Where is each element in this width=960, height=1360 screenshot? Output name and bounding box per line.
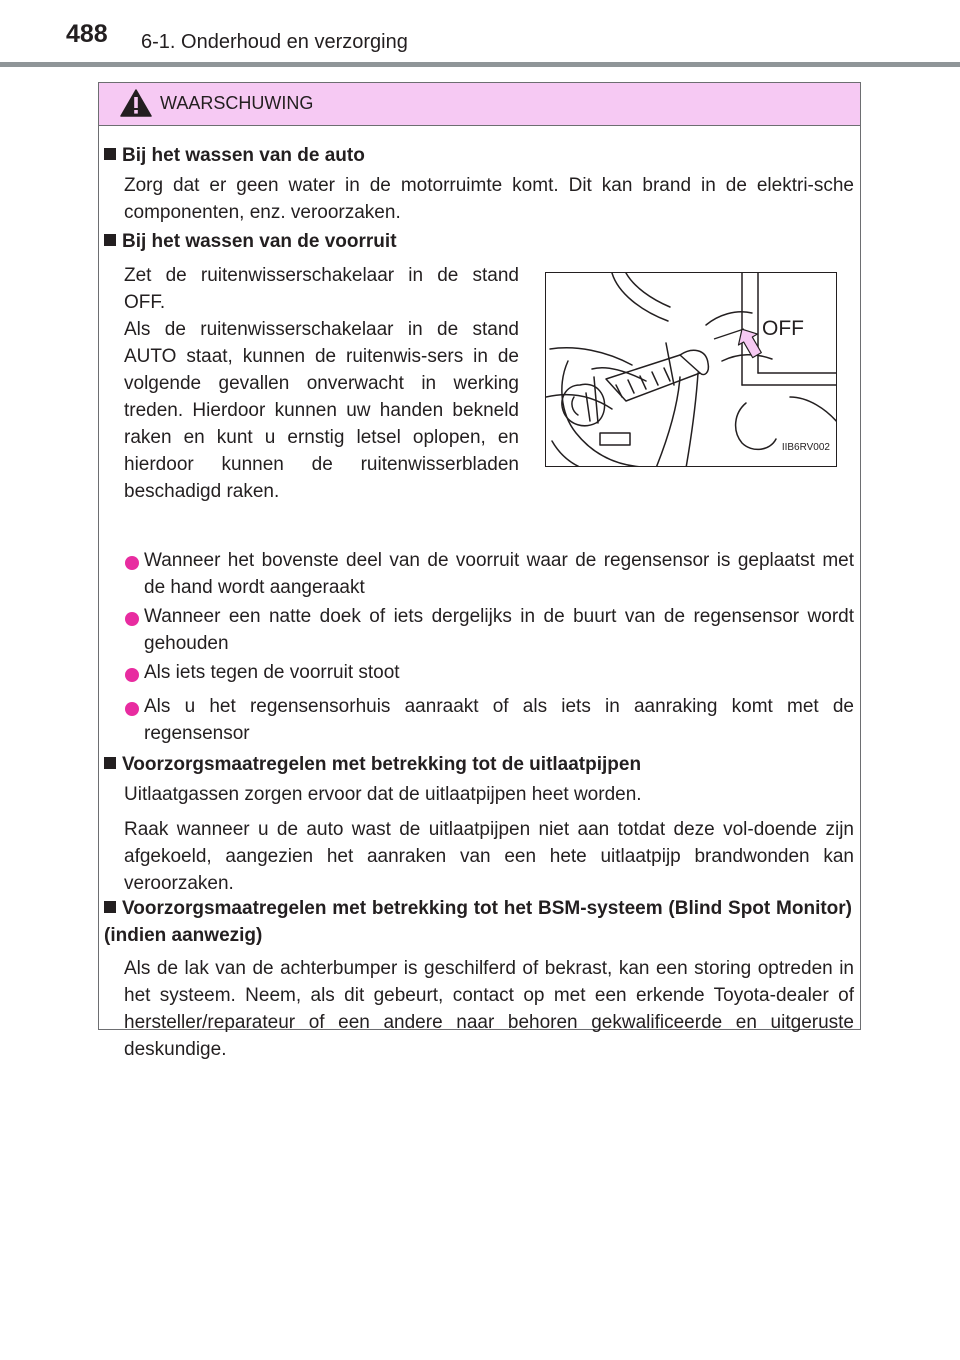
bullet-dot-icon [125,702,139,716]
bullet-dot-icon [125,556,139,570]
section-text: Raak wanneer u de auto wast de uitlaatpijpen niet aan totdat deze vol-doende zijn afgekoeld, aangezien het aanraken van een hete uitlaatpijp brandwonden kan veroorzaken. [124,819,854,894]
figure-label-off: OFF [762,317,804,340]
bullet-text: Wanneer een natte doek of iets dergelijks in de buurt van de regensensor wordt gehouden [144,606,854,654]
section-text: Zet de ruitenwisserschakelaar in de stand OFF. [124,265,519,313]
bullet-dot-icon [125,668,139,682]
square-bullet-icon [104,148,116,160]
square-bullet-icon [104,901,116,913]
warning-title: WAARSCHUWING [160,93,314,113]
section-heading: Bij het wassen van de voorruit [104,228,397,255]
wiper-switch-figure [545,272,837,467]
section-text: Uitlaatgassen zorgen ervoor dat de uitlaatpijpen heet worden. [124,784,642,805]
section-text: Als de lak van de achterbumper is geschilferd of bekrast, kan een storing optreden in het systeem. Neem, als dit gebeurt, contact op met een erkende Toyota-dealer of hersteller/reparateur of een andere naar behoren gekwalificeerde en uitgeruste deskundige. [124,958,854,1060]
warning-box [98,82,861,1060]
warning-header [99,83,860,126]
bullet-text: Wanneer het bovenste deel van de voorruit waar de regensensor is geplaatst met de hand wordt aangeraakt [144,550,854,598]
section-title: 6-1. Onderhoud en verzorging [141,31,408,53]
square-bullet-icon [104,757,116,769]
section-text: Als de ruitenwisserschakelaar in de stand AUTO staat, kunnen de ruitenwis-sers in de volgende gevallen onverwacht in werking treden. Hierdoor kunnen uw handen bekneld raken en kunt u ernstig letsel oplopen, en hierdoor kunnen de ruitenwisserbladen beschadigd raken. [124,319,519,502]
section-heading: Voorzorgsmaatregelen met betrekking tot het BSM-systeem (Blind Spot Monitor) (indien aanwezig) [104,898,852,946]
bullet-dot-icon [125,612,139,626]
warning-triangle-icon [120,89,152,117]
section-heading: Bij het wassen van de auto [104,142,365,169]
bullet-text: Als iets tegen de voorruit stoot [144,662,400,683]
square-bullet-icon [104,234,116,246]
page-number: 488 [66,20,108,48]
header-rule [0,62,960,67]
section-heading: Voorzorgsmaatregelen met betrekking tot de uitlaatpijpen [104,751,641,778]
section-text: Zorg dat er geen water in de motorruimte komt. Dit kan brand in de elektri-sche componenten, enz. veroorzaken. [124,175,854,223]
bullet-text: Als u het regensensorhuis aanraakt of als iets in aanraking komt met de regensensor [144,696,854,744]
figure-code: IIB6RV002 [781,442,830,453]
